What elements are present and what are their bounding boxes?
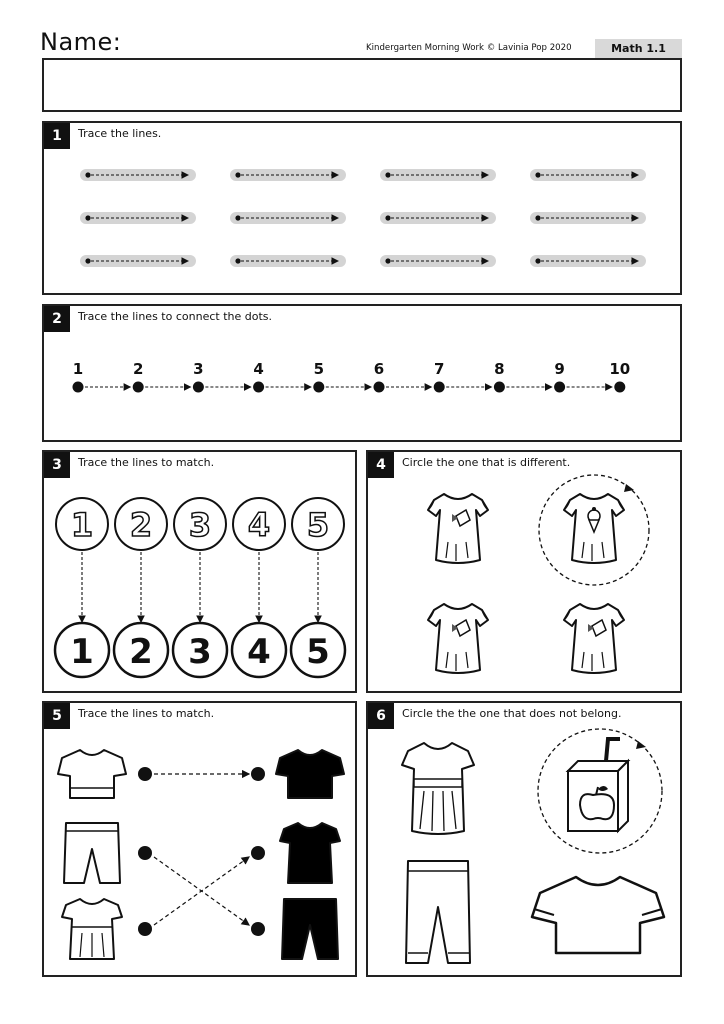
outline-number: 4 — [247, 506, 271, 544]
outline-number: 1 — [70, 506, 94, 544]
trace-line[interactable] — [380, 212, 496, 224]
trace-line[interactable] — [530, 212, 646, 224]
connect-dot[interactable] — [73, 382, 84, 393]
clothes-match-area[interactable] — [44, 703, 355, 975]
dot-label: 9 — [554, 360, 565, 378]
connect-dot[interactable] — [193, 382, 204, 393]
different-dress-area[interactable] — [368, 452, 680, 691]
section-1-instruction: Trace the lines. — [78, 127, 162, 140]
dot-label: 10 — [609, 360, 631, 378]
t-shirt-icon — [276, 750, 344, 798]
t-shirt-icon[interactable] — [532, 877, 664, 953]
not-belong-area[interactable] — [368, 703, 680, 975]
pants-icon — [282, 899, 338, 959]
dot-label: 5 — [313, 360, 325, 378]
solid-number: 4 — [247, 632, 271, 672]
connect-dot[interactable] — [494, 382, 505, 393]
connect-dot[interactable] — [614, 382, 625, 393]
dot-label: 8 — [494, 360, 505, 378]
level-badge: Math 1.1 — [595, 39, 682, 58]
connect-dot[interactable] — [133, 382, 144, 393]
dot-label: 3 — [193, 360, 204, 378]
solid-number: 3 — [188, 632, 212, 672]
dress-icon — [62, 899, 122, 959]
outline-number: 5 — [306, 506, 330, 544]
dress-icon[interactable] — [402, 743, 474, 834]
connect-dot[interactable] — [313, 382, 324, 393]
credit-text: Kindergarten Morning Work © Lavinia Pop 2020 — [366, 43, 572, 53]
section-6-panel — [366, 701, 682, 977]
match-dot[interactable] — [251, 767, 265, 781]
trace-line[interactable] — [80, 212, 196, 224]
trace-line[interactable] — [380, 255, 496, 267]
section-5-panel — [42, 701, 357, 977]
dot-label: 1 — [72, 360, 84, 378]
match-dot[interactable] — [138, 922, 152, 936]
trace-line[interactable] — [530, 255, 646, 267]
solid-number: 2 — [129, 632, 153, 672]
dress-icon[interactable] — [564, 604, 624, 673]
dot-label: 6 — [373, 360, 385, 378]
trace-line[interactable] — [230, 255, 346, 267]
pants-icon[interactable] — [406, 861, 470, 963]
dress-icon — [280, 823, 340, 883]
juice-box-icon[interactable] — [568, 739, 628, 831]
connect-dot[interactable] — [554, 382, 565, 393]
section-4-panel — [366, 450, 682, 693]
section-1-panel — [42, 121, 682, 295]
section-3-instruction: Trace the lines to match. — [78, 456, 215, 469]
connect-dots-line[interactable] — [44, 306, 680, 440]
t-shirt-icon — [58, 750, 126, 798]
connect-dot[interactable] — [434, 382, 445, 393]
section-2-number: 2 — [44, 306, 70, 332]
connect-dot[interactable] — [374, 382, 385, 393]
match-dot[interactable] — [138, 767, 152, 781]
trace-line[interactable] — [80, 255, 196, 267]
trace-line[interactable] — [380, 169, 496, 181]
solid-number: 1 — [70, 632, 94, 672]
section-3-panel — [42, 450, 357, 693]
section-6-number: 6 — [368, 703, 394, 729]
number-match-area[interactable] — [44, 452, 355, 691]
trace-line[interactable] — [230, 212, 346, 224]
trace-line[interactable] — [80, 169, 196, 181]
ice-cream-dress-icon[interactable] — [564, 494, 624, 563]
match-dot[interactable] — [251, 846, 265, 860]
dress-icon[interactable] — [428, 494, 488, 563]
section-2-instruction: Trace the lines to connect the dots. — [78, 310, 272, 323]
match-dot[interactable] — [138, 846, 152, 860]
dot-label: 2 — [132, 360, 144, 378]
pants-icon — [64, 823, 120, 883]
name-label: Name: — [40, 28, 122, 56]
dot-label: 4 — [253, 360, 264, 378]
outline-number: 2 — [129, 506, 153, 544]
name-write-box[interactable] — [42, 58, 682, 112]
trace-line[interactable] — [530, 169, 646, 181]
outline-number: 3 — [188, 506, 212, 544]
section-3-number: 3 — [44, 452, 70, 478]
section-5-number: 5 — [44, 703, 70, 729]
section-4-number: 4 — [368, 452, 394, 478]
dress-icon[interactable] — [428, 604, 488, 673]
section-1-number: 1 — [44, 123, 70, 149]
section-6-instruction: Circle the the one that does not belong. — [402, 707, 622, 720]
section-5-instruction: Trace the lines to match. — [78, 707, 215, 720]
solid-number: 5 — [306, 632, 330, 672]
match-dot[interactable] — [251, 922, 265, 936]
section-4-instruction: Circle the one that is different. — [402, 456, 571, 469]
section-2-panel — [42, 304, 682, 442]
trace-line[interactable] — [230, 169, 346, 181]
trace-lines-grid[interactable] — [44, 123, 680, 293]
connect-dot[interactable] — [253, 382, 264, 393]
dot-label: 7 — [433, 360, 445, 378]
